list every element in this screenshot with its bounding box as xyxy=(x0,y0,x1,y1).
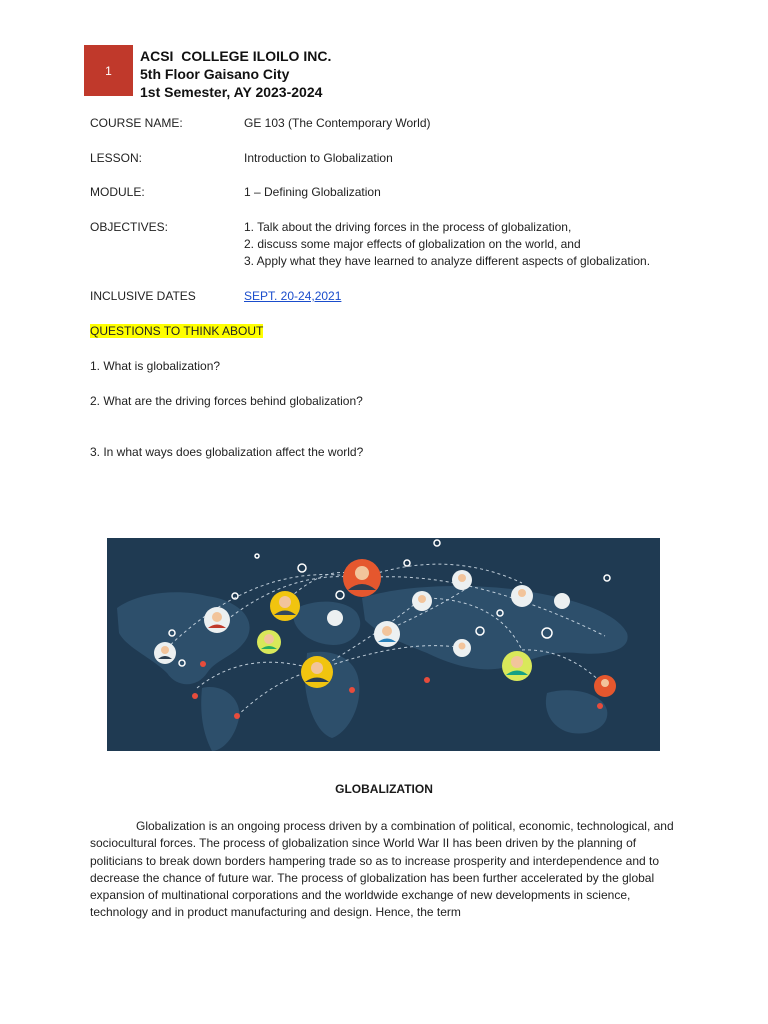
lesson-label: LESSON: xyxy=(90,151,143,165)
course-label: COURSE NAME: xyxy=(90,116,183,130)
course-value: GE 103 (The Contemporary World) xyxy=(244,116,431,130)
section-title: GLOBALIZATION xyxy=(335,782,433,796)
questions-heading: QUESTIONS TO THINK ABOUT xyxy=(90,324,264,338)
objective-item: 3. Apply what they have learned to analyze different aspects of globalization. xyxy=(244,254,651,268)
question-item: 2. What are the driving forces behind globalization? xyxy=(90,394,363,408)
page-number-badge: 1 xyxy=(84,45,133,96)
module-label: MODULE: xyxy=(90,185,145,199)
objectives-list xyxy=(244,219,650,270)
objective-item: 2. discuss some major effects of globalization on the world, and xyxy=(244,237,581,251)
dates-label: INCLUSIVE DATES xyxy=(90,289,196,303)
paragraph-text: Globalization is an ongoing process driven by a combination of political, economic, technological, and sociocultural forces. The process of globalization since World War II has been driven by the planning of politicians to break down borders hampering trade so as to increase prosperity and interdependence and to decrease the chance of future war. The process of globalization has been further accelerated by the global expansion of multinational corporations and the worldwide exchange of new developments in science, technology and in product manufacturing and design. Hence, the term xyxy=(90,819,674,920)
header-semester: 1st Semester, AY 2023-2024 xyxy=(140,84,323,100)
header-address: 5th Floor Gaisano City xyxy=(140,66,290,82)
globalization-illustration xyxy=(107,538,660,751)
body-paragraph xyxy=(90,818,678,922)
dates-link[interactable]: SEPT. 20-24,2021 xyxy=(244,289,342,303)
question-item: 1. What is globalization? xyxy=(90,359,221,373)
header-institution: ACSI COLLEGE ILOILO INC. xyxy=(140,48,332,64)
questions-heading-wrap xyxy=(90,323,263,340)
lesson-value: Introduction to Globalization xyxy=(244,151,393,165)
objective-item: 1. Talk about the driving forces in the process of globalization, xyxy=(244,220,572,234)
module-value: 1 – Defining Globalization xyxy=(244,185,381,199)
document-header xyxy=(140,47,331,101)
objectives-label: OBJECTIVES: xyxy=(90,220,169,234)
question-item: 3. In what ways does globalization affect the world? xyxy=(90,445,364,459)
